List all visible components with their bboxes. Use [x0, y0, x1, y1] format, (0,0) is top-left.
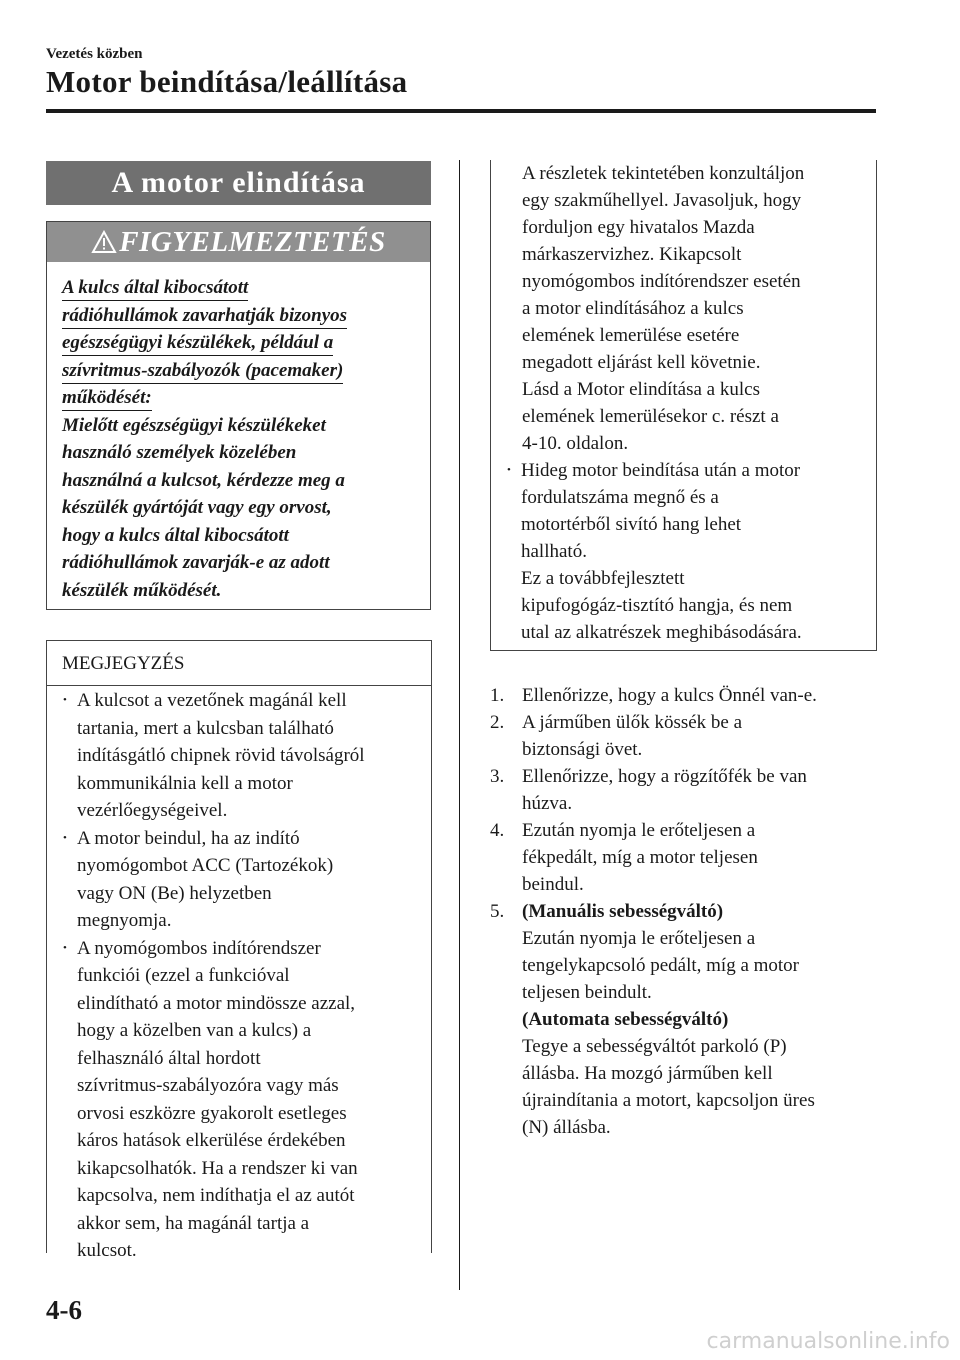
warning-label: FIGYELMEZTETÉS — [119, 226, 386, 258]
note-title: MEGJEGYZÉS — [62, 653, 185, 674]
step-item: 2. A járműben ülők kössék be a biztonsági övet. — [490, 709, 875, 763]
warning-header — [47, 222, 430, 262]
warning-underlined-text: A kulcs által kibocsátott — [62, 277, 248, 301]
note-bullet-item: • A kulcsot a vezetőnek magánál kell tartania, mert a kulcsban található indításgátló chipnek rövid távolságról kommunikálnia kell a motor vezérlőegységeivel. — [61, 687, 423, 825]
note-box-continued — [490, 160, 877, 651]
watermark: carmanualsonline.info — [706, 1329, 950, 1354]
note-continued-paragraph: A részletek tekintetében konzultáljon egy szakműhellyel. Javasoljuk, hogy forduljon egy hivatalos Mazda márkaszervizhez. Kikapcsolt nyomógombos indítórendszer esetén a motor elindításához a kulcs elemének lemerülése esetére megadott eljárást kell követnie. Lásd a Motor elindítása a kulcs elemének lemerülésekor c. részt a 4-10. oldalon. — [522, 163, 805, 454]
warning-text-line: készülék működését. — [62, 579, 222, 601]
warning-text-line: készülék gyártóját vagy egy orvost, — [62, 497, 332, 518]
page-title: Motor beindítása/leállítása — [46, 64, 408, 99]
automatic-transmission-heading: (Automata sebességváltó) — [522, 1009, 729, 1030]
step-number: 5. — [490, 901, 505, 922]
note-separator — [47, 685, 431, 686]
running-header-section: Vezetés közben — [46, 46, 143, 62]
warning-box — [46, 221, 431, 610]
page-number: 4-6 — [46, 1295, 82, 1325]
note-bullet-item: • A nyomógombos indítórendszer funkciói (ezzel a funkcióval elindítható a motor mindössze azzal, hogy a közelben van a kulcs) a felhasználó által hordott szívritmus-szabályozóra vagy más orvosi eszközre gyakorolt esetleges káros hatások elkerülése érdekében kikapcsolhatók. Ha a rendszer ki van kapcsolva, nem indíthatja el az autót akkor sem, ha magánál tartja a kulcsot. — [61, 935, 423, 1265]
warning-line — [62, 384, 420, 412]
warning-line — [62, 302, 420, 330]
warning-line — [62, 329, 420, 357]
note-list — [61, 687, 423, 1265]
warning-underlined-text: egészségügyi készülékek, például a — [62, 332, 333, 356]
warning-body — [62, 274, 420, 604]
warning-line — [62, 357, 420, 385]
column-divider — [459, 160, 460, 1290]
step-number: 2. — [490, 712, 505, 733]
step-number: 1. — [490, 685, 505, 706]
warning-text-line: rádióhullámok zavarják-e az adott — [62, 552, 330, 573]
warning-text-line: használná a kulcsot, kérdezze meg a — [62, 469, 345, 491]
note-bullet-item: • A motor beindul, ha az indító nyomógombot ACC (Tartozékok) vagy ON (Be) helyzetben megnyomja. — [61, 825, 423, 935]
note-box — [46, 640, 432, 1261]
section-title-banner: A motor elindítása — [46, 161, 431, 205]
steps-list — [490, 682, 875, 1141]
warning-underlined-text: működését: — [62, 387, 152, 411]
step-item: 1. Ellenőrizze, hogy a kulcs Önnél van-e. — [490, 682, 875, 709]
warning-underlined-text: szívritmus-szabályozók (pacemaker) — [62, 360, 343, 384]
manual-transmission-heading: (Manuális sebességváltó) — [522, 901, 724, 922]
note-continued-content — [505, 160, 866, 646]
header-rule — [46, 109, 876, 113]
step-number: 4. — [490, 820, 505, 841]
warning-text-line: hogy a kulcs által kibocsátott — [62, 524, 289, 546]
step-item: 4. Ezután nyomja le erőteljesen a fékpedált, míg a motor teljesen beindul. — [490, 817, 875, 898]
step-item: 5. (Manuális sebességváltó) Ezután nyomja le erőteljesen a tengelykapcsoló pedált, míg a motor teljesen beindult. (Automata sebességváltó) Tegye a sebességváltót parkoló (P) állásba. Ha mozgó járműben kell újraindítania a motort, kapcsoljon üres (N) állásba. — [490, 898, 875, 1141]
step-number: 3. — [490, 766, 505, 787]
warning-underlined-text: rádióhullámok zavarhatják bizonyos — [62, 305, 347, 329]
warning-text-line: Mielőtt egészségügyi készülékeket — [62, 414, 326, 436]
warning-text-line: használó személyek közelében — [62, 442, 297, 463]
step-item: 3. Ellenőrizze, hogy a rögzítőfék be van húzva. — [490, 763, 875, 817]
note-bullet-item: • Hideg motor beindítása után a motor fordulatszáma megnő és a motortérből sivító hang lehet hallható. Ez a továbbfejlesztett kipufogógáz-tisztító hangja, és nem utal az alkatrészek meghibásodására. — [505, 457, 866, 646]
warning-line — [62, 274, 420, 302]
warning-triangle-icon — [91, 230, 117, 254]
